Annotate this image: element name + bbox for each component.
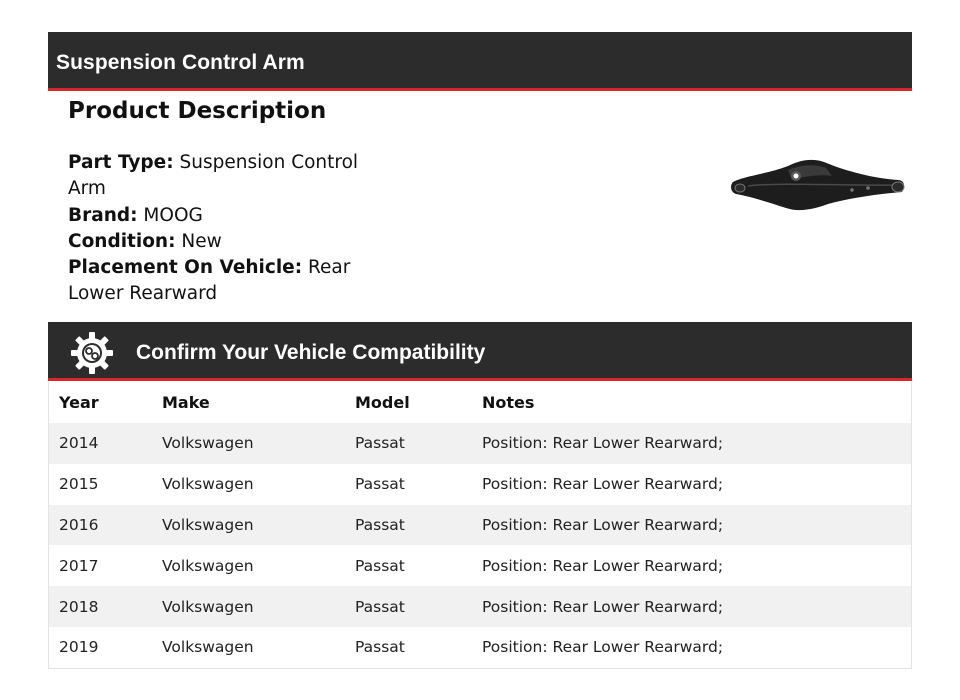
compatibility-banner xyxy=(48,322,912,381)
cell-make: Volkswagen xyxy=(152,464,345,505)
cell-year: 2015 xyxy=(49,464,153,505)
gear-icon xyxy=(70,331,114,375)
cell-notes: Position: Rear Lower Rearward; xyxy=(472,627,912,668)
table-row xyxy=(49,545,912,586)
cell-model: Passat xyxy=(345,627,472,668)
cell-model: Passat xyxy=(345,586,472,627)
spec-placement: Placement On Vehicle: Rear Lower Rearward xyxy=(68,257,351,305)
table-row xyxy=(49,627,912,668)
cell-year: 2019 xyxy=(49,627,153,668)
compatibility-title: Confirm Your Vehicle Compatibility xyxy=(136,341,486,364)
cell-make: Volkswagen xyxy=(152,586,345,627)
cell-make: Volkswagen xyxy=(152,423,345,464)
table-row xyxy=(49,423,912,464)
product-title: Suspension Control Arm xyxy=(56,51,305,74)
spec-list xyxy=(68,150,398,308)
cell-model: Passat xyxy=(345,464,472,505)
cell-make: Volkswagen xyxy=(152,627,345,668)
table-row xyxy=(49,505,912,546)
cell-notes: Position: Rear Lower Rearward; xyxy=(472,505,912,546)
spec-part-type: Part Type: Suspension Control Arm xyxy=(68,152,359,200)
table-header-row xyxy=(49,381,912,423)
compatibility-table xyxy=(48,381,912,669)
table-row xyxy=(49,464,912,505)
column-model: Model xyxy=(345,381,472,423)
spec-condition: Condition: New xyxy=(68,230,222,252)
cell-year: 2016 xyxy=(49,505,153,546)
column-make: Make xyxy=(152,381,345,423)
column-year: Year xyxy=(49,381,153,423)
cell-notes: Position: Rear Lower Rearward; xyxy=(472,545,912,586)
cell-notes: Position: Rear Lower Rearward; xyxy=(472,423,912,464)
control-arm-image xyxy=(728,152,908,216)
cell-model: Passat xyxy=(345,505,472,546)
product-title-banner xyxy=(48,32,912,91)
cell-make: Volkswagen xyxy=(152,545,345,586)
column-notes: Notes xyxy=(472,381,912,423)
cell-model: Passat xyxy=(345,545,472,586)
product-description-heading: Product Description xyxy=(68,98,327,124)
cell-notes: Position: Rear Lower Rearward; xyxy=(472,464,912,505)
cell-year: 2014 xyxy=(49,423,153,464)
cell-model: Passat xyxy=(345,423,472,464)
cell-year: 2018 xyxy=(49,586,153,627)
spec-brand: Brand: MOOG xyxy=(68,204,203,226)
table-row xyxy=(49,586,912,627)
cell-make: Volkswagen xyxy=(152,505,345,546)
cell-year: 2017 xyxy=(49,545,153,586)
cell-notes: Position: Rear Lower Rearward; xyxy=(472,586,912,627)
